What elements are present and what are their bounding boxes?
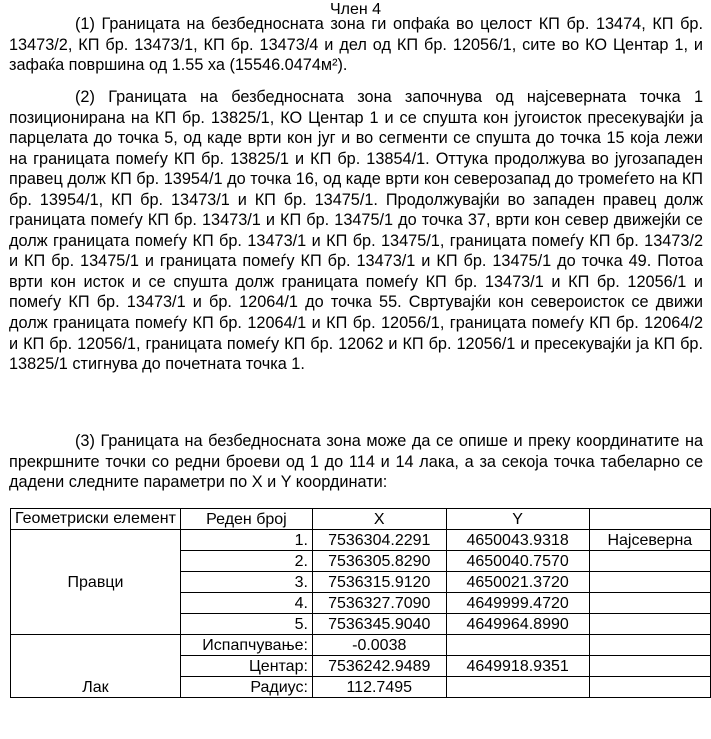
arc-y <box>446 677 589 698</box>
row-note <box>589 551 710 572</box>
group-lak: Лак <box>11 635 181 698</box>
arc-x: 7536242.9489 <box>312 656 446 677</box>
row-x: 7536305.8290 <box>312 551 446 572</box>
header-x: X <box>312 509 446 530</box>
arc-label: Радиус: <box>180 677 312 698</box>
paragraph-3-text: (3) Границата на безбедносната зона може да се опише и преку координатите на прекршните точки со редни броеви од 1 до 114 и 14 лака, а за секоја точка табеларно се дадени следните параметри по X и Y координати: <box>9 432 703 492</box>
row-num: 1. <box>180 530 312 551</box>
arc-label: Испапчување: <box>180 635 312 656</box>
header-y: Y <box>446 509 589 530</box>
paragraph-1-text: (1) Границата на безбедносната зона ги опфаќа во целост КП бр. 13474, КП бр. 13473/2, КП бр. 13473/1, КП бр. 13473/4 и дел од КП бр. 12056/1, сите во КО Центар 1, и зафаќа површина од 1.55 ха (15546.0474м²). <box>9 15 703 75</box>
paragraph-2-text: (2) Границата на безбедносната зона започнува од најсеверната точка 1 позиционирана на КП бр. 13825/1, КО Центар 1 и се спушта кон југоисток пресекувајќи ја парцелата до точка 5, од каде врти кон југ и во сегменти се спушта до точка 15 која лежи на границата помеѓу КП бр. 13825/1 и КП бр. 13854/1. Оттука продолжува во југозападен правец долж КП бр. 13954/1 до точка 16, од каде врти кон северозапад до тромеѓето на КП бр. 13954/1, КП бр. 13473/1 и КП бр. 13475/1. Продолжувајќи во западен правец долж границата помеѓу КП бр. 13473/1 и КП бр. 13475/1 до точка 37, врти кон север движејќи се долж границата помеѓу КП бр. 13473/1 и КП бр. 13475/1, границата помеѓу КП бр. 13473/2 и КП бр. 13475/1 и границата помеѓу КП бр. 13473/1 и КП бр. 13475/1 до точка 49. Потоа врти кон исток и се спушта долж границата помеѓу КП бр. 13473/1 и КП бр. 12056/1 и помеѓу КП бр. 13473/1 и бр. 12064/1 до точка 55. Свртувајќи кон североисток се движи долж границата помеѓу КП бр. 12064/1 и КП бр. 12056/1, границата помеѓу КП бр. 12064/2 и КП бр. 12056/1, границата помеѓу КП бр. 12062 и КП бр. 12056/1 и пресекувајќи ја КП бр. 13825/1 стигнува до почетната точка 1. <box>9 88 703 374</box>
row-y: 4649999.4720 <box>446 593 589 614</box>
paragraph-3 <box>9 431 703 493</box>
header-element: Геометриски елемент <box>11 509 181 530</box>
row-note <box>589 593 710 614</box>
header-order: Реден број <box>180 509 312 530</box>
row-x: 7536345.9040 <box>312 614 446 635</box>
row-x: 7536315.9120 <box>312 572 446 593</box>
row-note <box>589 572 710 593</box>
row-note: Најсеверна <box>589 530 710 551</box>
arc-x: -0.0038 <box>312 635 446 656</box>
row-num: 2. <box>180 551 312 572</box>
row-y: 4650040.7570 <box>446 551 589 572</box>
coordinates-table <box>10 508 711 698</box>
row-y: 4650021.3720 <box>446 572 589 593</box>
row-num: 3. <box>180 572 312 593</box>
row-y: 4649964.8990 <box>446 614 589 635</box>
row-y: 4650043.9318 <box>446 530 589 551</box>
arc-note <box>589 656 710 677</box>
table-row <box>11 635 711 656</box>
row-x: 7536304.2291 <box>312 530 446 551</box>
article-title: Член 4 <box>329 1 382 18</box>
header-note <box>589 509 710 530</box>
row-num: 4. <box>180 593 312 614</box>
row-num: 5. <box>180 614 312 635</box>
arc-y: 4649918.9351 <box>446 656 589 677</box>
arc-note <box>589 635 710 656</box>
row-x: 7536327.7090 <box>312 593 446 614</box>
arc-x: 112.7495 <box>312 677 446 698</box>
row-note <box>589 614 710 635</box>
arc-note <box>589 677 710 698</box>
paragraph-1 <box>9 14 703 76</box>
table-row <box>11 530 711 551</box>
arc-y <box>446 635 589 656</box>
arc-label: Центар: <box>180 656 312 677</box>
group-pravci: Правци <box>11 530 181 635</box>
table-header-row <box>11 509 711 530</box>
paragraph-2 <box>9 87 703 375</box>
